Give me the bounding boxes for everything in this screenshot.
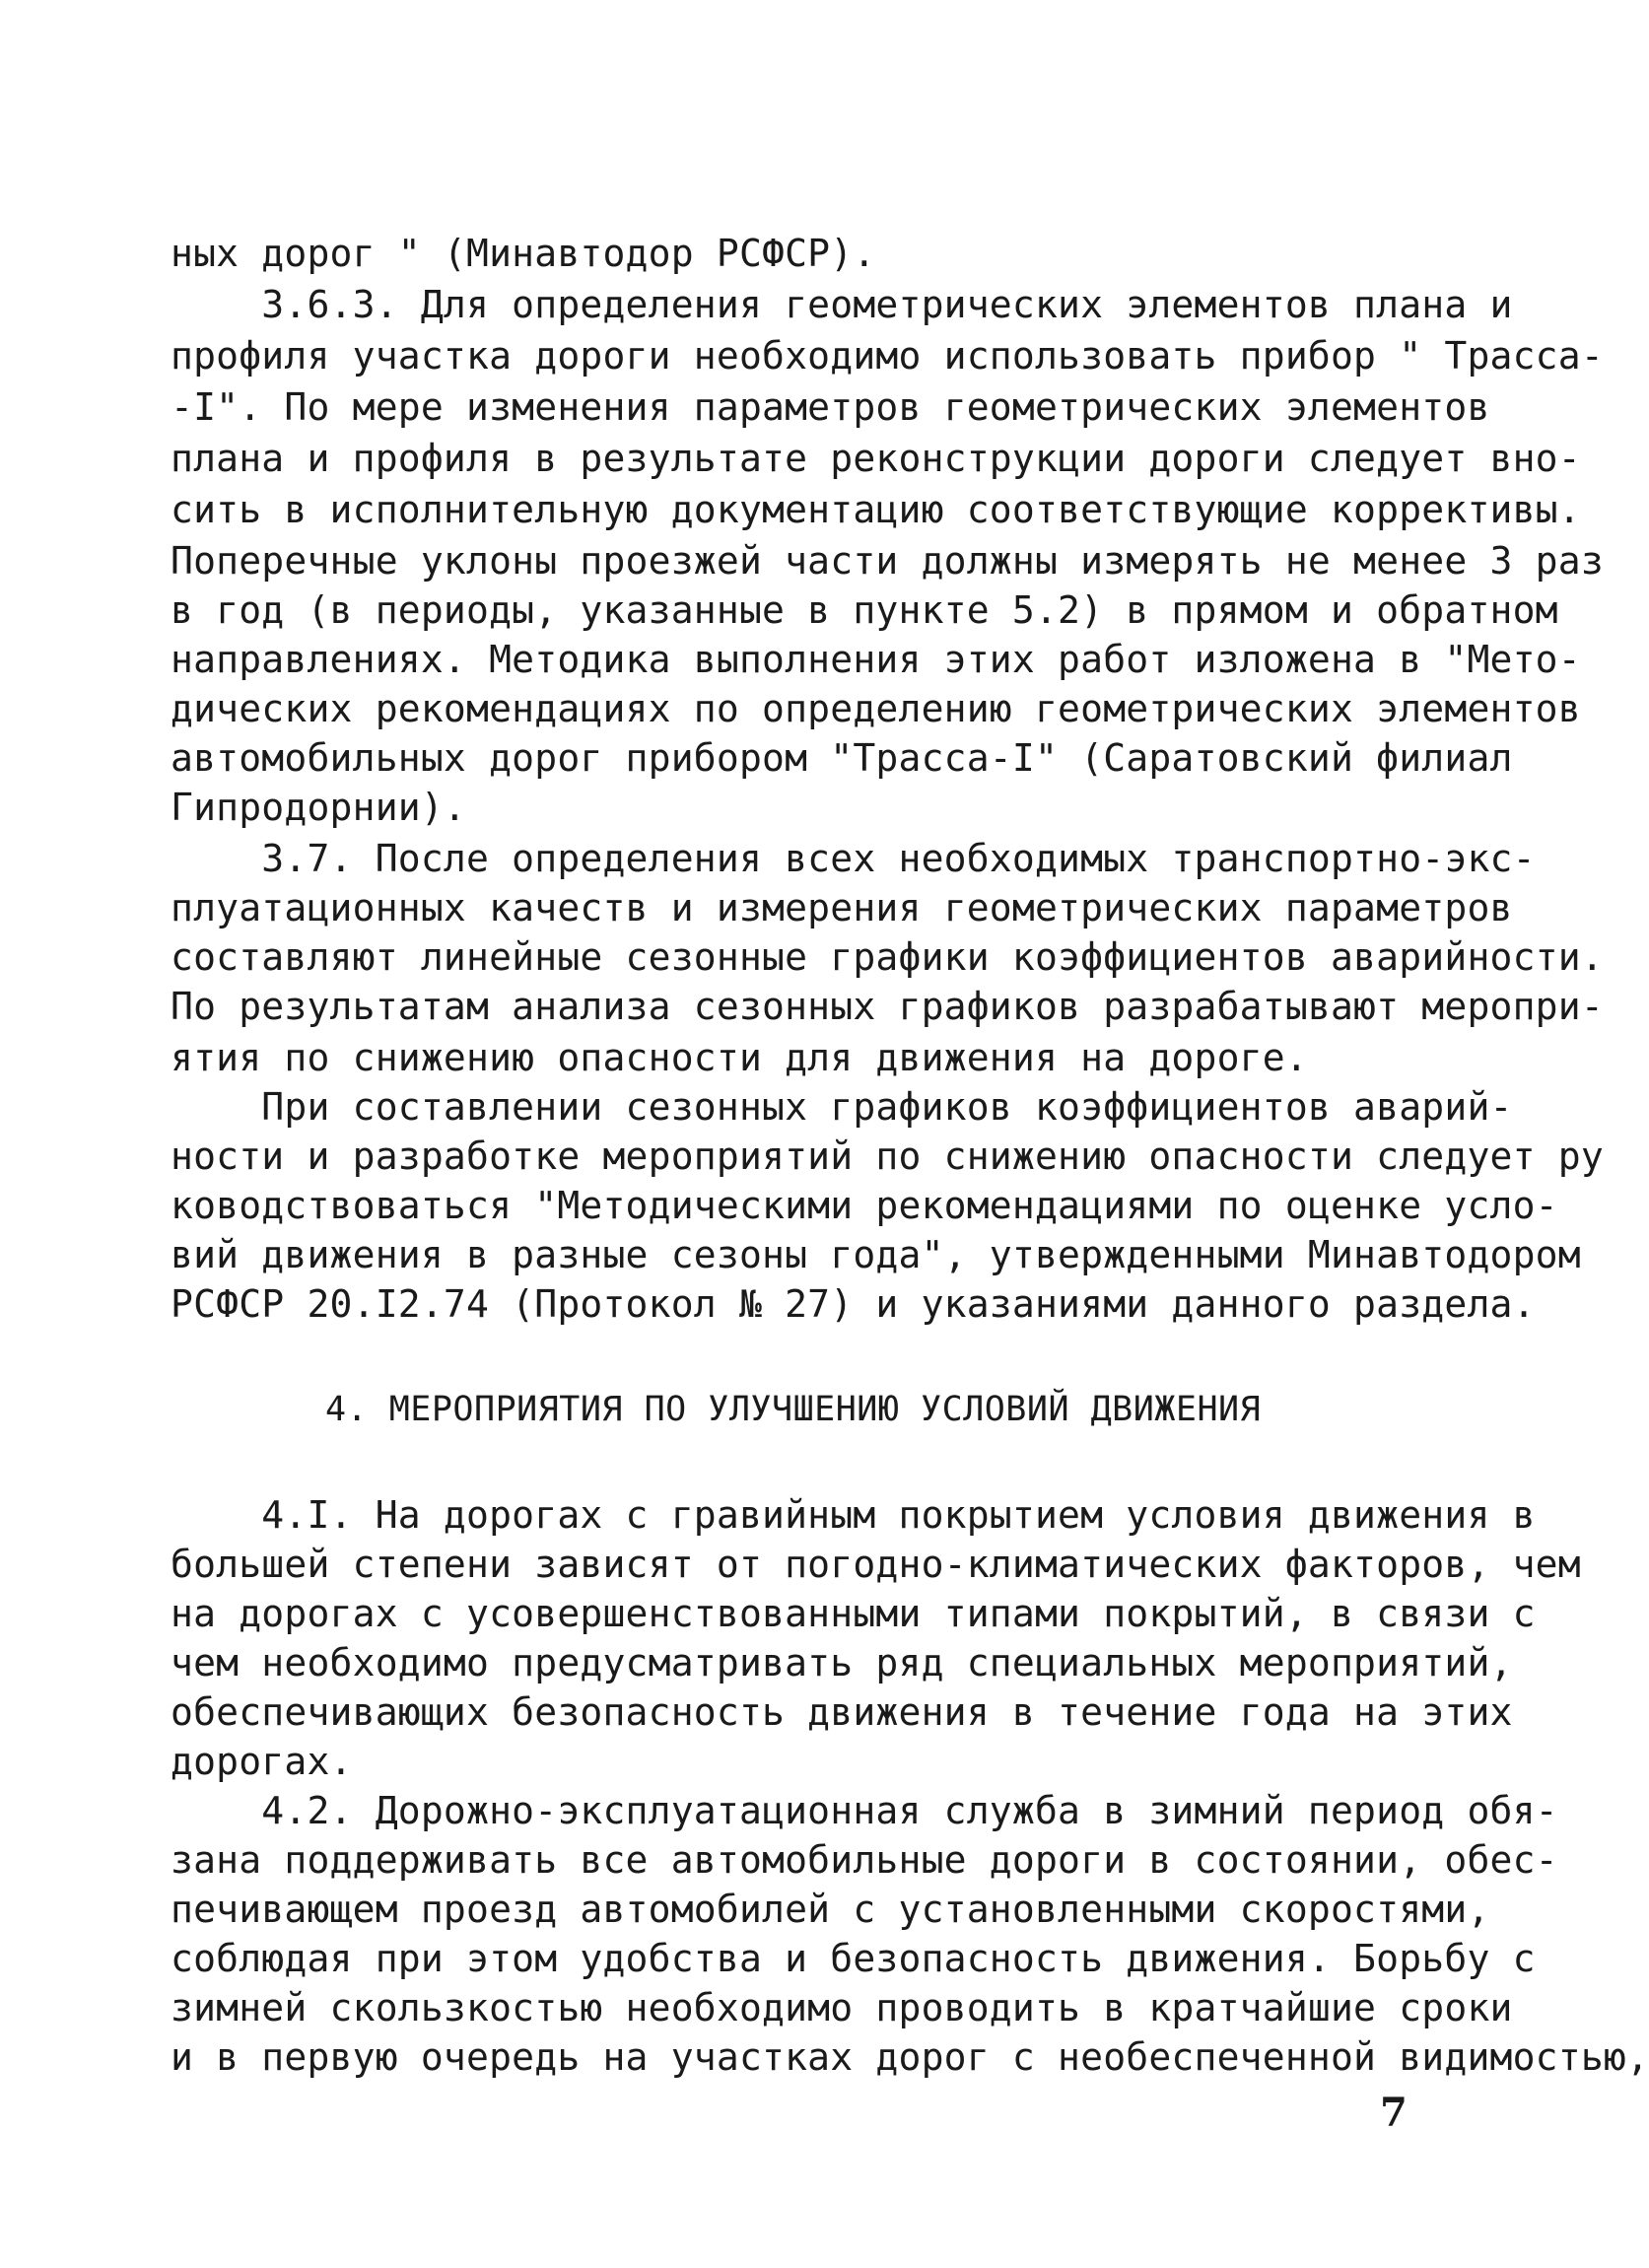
text-line: 3.7. После определения всех необходимых транспортно-экс- xyxy=(171,837,1536,880)
text-line: плуатационных качеств и измерения геометрических параметров xyxy=(171,886,1513,929)
text-line: Поперечные уклоны проезжей части должны измерять не менее 3 раз xyxy=(171,539,1604,583)
text-line: соблюдая при этом удобства и безопасность движения. Борьбу с xyxy=(171,1937,1536,1980)
text-line: РСФСР 20.I2.74 (Протокол № 27) и указаниями данного раздела. xyxy=(171,1282,1536,1326)
text-line: печивающем проезд автомобилей с установленными скоростями, xyxy=(171,1888,1490,1931)
text-line: большей степени зависят от погодно-климатических факторов, чем xyxy=(171,1543,1581,1586)
text-line: дорогах. xyxy=(171,1740,353,1783)
text-line: автомобильных дорог прибором "Трасса-I" (Саратовский филиал xyxy=(171,736,1513,780)
text-line: чем необходимо предусматривать ряд специальных мероприятий, xyxy=(171,1641,1513,1684)
text-line: профиля участка дороги необходимо использовать прибор " Трасса- xyxy=(171,334,1604,378)
text-line: ности и разработке мероприятий по снижению опасности следует ру xyxy=(171,1134,1604,1178)
text-line: в год (в периоды, указанные в пункте 5.2) в прямом и обратном xyxy=(171,588,1558,632)
text-line: направлениях. Методика выполнения этих работ изложена в "Мето- xyxy=(171,638,1581,681)
text-line: дических рекомендациях по определению геометрических элементов xyxy=(171,687,1581,730)
text-line: сить в исполнительную документацию соответствующие коррективы. xyxy=(171,488,1581,531)
page-number: 7 xyxy=(1380,2090,1408,2136)
text-line: 4.2. Дорожно-эксплуатационная служба в зимний период обя- xyxy=(171,1789,1558,1832)
text-line: зимней скользкостью необходимо проводить в кратчайшие сроки xyxy=(171,1986,1513,2029)
text-line: обеспечивающих безопасность движения в течение года на этих xyxy=(171,1690,1513,1734)
text-line: 4.I. На дорогах с гравийным покрытием условия движения в xyxy=(171,1493,1536,1537)
text-line: составляют линейные сезонные графики коэффициентов аварийности. xyxy=(171,935,1604,979)
section-heading: 4. МЕРОПРИЯТИЯ ПО УЛУЧШЕНИЮ УСЛОВИЙ ДВИЖЕНИЯ xyxy=(325,1390,1262,1429)
text-line: зана поддерживать все автомобильные дороги в состоянии, обес- xyxy=(171,1838,1558,1882)
text-line: ных дорог " (Минавтодор РСФСР). xyxy=(171,232,876,275)
text-line: плана и профиля в результате реконструкции дороги следует вно- xyxy=(171,437,1581,480)
text-line: При составлении сезонных графиков коэффициентов аварий- xyxy=(171,1085,1513,1129)
text-line: и в первую очередь на участках дорог с необеспеченной видимостью, xyxy=(171,2035,1649,2079)
text-line: на дорогах с усовершенствованными типами покрытий, в связи с xyxy=(171,1592,1536,1635)
text-line: -I". По мере изменения параметров геометрических элементов xyxy=(171,385,1490,429)
text-line: вий движения в разные сезоны года", утвержденными Минавтодором xyxy=(171,1233,1581,1276)
text-line: ководствоваться "Методическими рекомендациями по оценке усло- xyxy=(171,1184,1558,1227)
text-line: Гипродорнии). xyxy=(171,786,467,829)
text-line: ятия по снижению опасности для движения на дороге. xyxy=(171,1036,1308,1079)
text-line: 3.6.3. Для определения геометрических элементов плана и xyxy=(171,283,1513,326)
text-line: По результатам анализа сезонных графиков разрабатывают меропри- xyxy=(171,985,1604,1028)
